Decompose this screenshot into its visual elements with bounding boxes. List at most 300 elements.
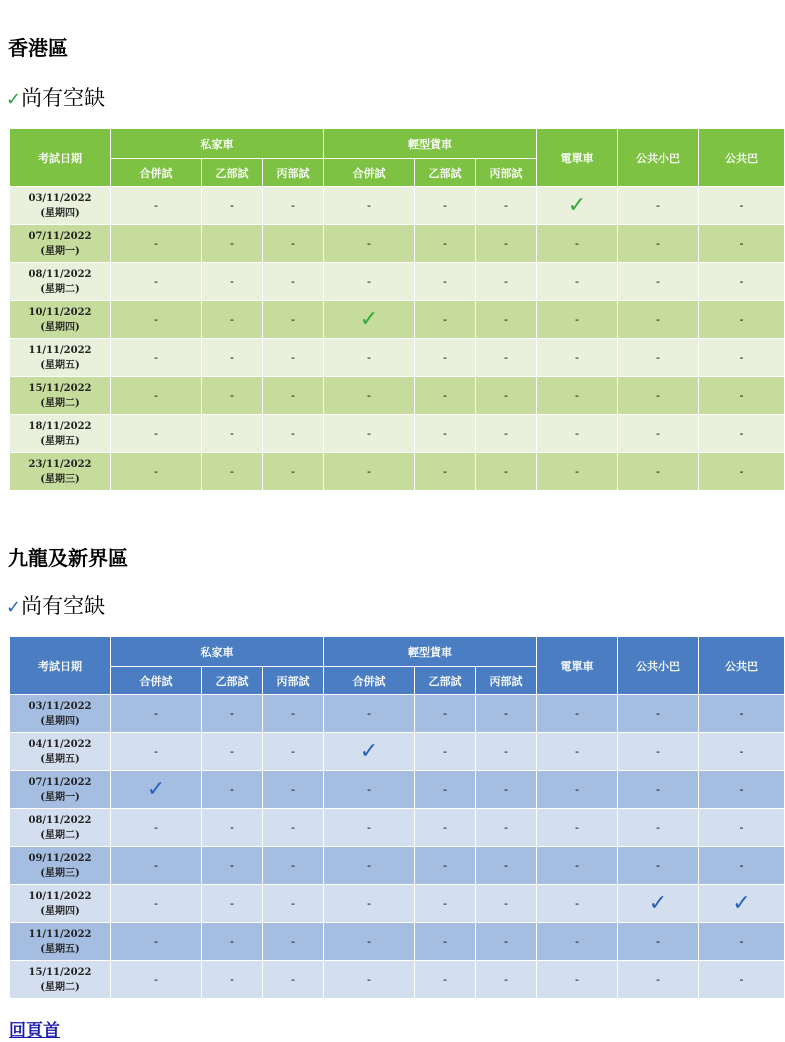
table-row <box>10 771 785 809</box>
unavailable-slot-cell <box>537 961 618 999</box>
no-slot-dash: - <box>656 465 660 478</box>
unavailable-slot-cell <box>699 225 785 263</box>
no-slot-dash: - <box>367 935 371 948</box>
exam-date: 04/11/2022 <box>28 738 92 750</box>
exam-date-cell <box>10 263 111 301</box>
unavailable-slot-cell <box>537 923 618 961</box>
header-exam-date: 考試日期 <box>10 637 111 695</box>
unavailable-slot-cell <box>699 415 785 453</box>
no-slot-dash: - <box>575 973 579 986</box>
table-body <box>10 695 785 999</box>
unavailable-slot-cell <box>263 923 324 961</box>
no-slot-dash: - <box>656 199 660 212</box>
no-slot-dash: - <box>443 897 447 910</box>
available-slot-cell <box>324 733 415 771</box>
no-slot-dash: - <box>367 199 371 212</box>
table-row <box>10 377 785 415</box>
no-slot-dash: - <box>575 427 579 440</box>
no-slot-dash: - <box>575 745 579 758</box>
no-slot-dash: - <box>367 465 371 478</box>
no-slot-dash: - <box>367 897 371 910</box>
unavailable-slot-cell <box>476 885 537 923</box>
no-slot-dash: - <box>656 935 660 948</box>
no-slot-dash: - <box>739 275 744 288</box>
unavailable-slot-cell <box>699 809 785 847</box>
unavailable-slot-cell <box>111 301 202 339</box>
unavailable-slot-cell <box>111 339 202 377</box>
exam-date: 09/11/2022 <box>28 852 92 864</box>
exam-date-cell <box>10 339 111 377</box>
no-slot-dash: - <box>443 783 447 796</box>
exam-date: 07/11/2022 <box>28 230 92 242</box>
unavailable-slot-cell <box>415 187 476 225</box>
no-slot-dash: - <box>291 351 295 364</box>
no-slot-dash: - <box>230 199 234 212</box>
exam-date: 03/11/2022 <box>28 700 92 712</box>
header-part-c-test: 丙部試 <box>263 159 324 187</box>
unavailable-slot-cell <box>202 733 263 771</box>
unavailable-slot-cell <box>415 225 476 263</box>
table-row <box>10 809 785 847</box>
no-slot-dash: - <box>443 389 447 402</box>
header-motorcycle: 電單車 <box>537 637 618 695</box>
no-slot-dash: - <box>443 935 447 948</box>
exam-date: 11/11/2022 <box>28 344 92 356</box>
availability-note <box>6 593 105 621</box>
no-slot-dash: - <box>504 465 508 478</box>
unavailable-slot-cell <box>415 695 476 733</box>
no-slot-dash: - <box>443 973 447 986</box>
header-part-b-test: 乙部試 <box>202 667 263 695</box>
exam-weekday: (星期二) <box>40 283 80 295</box>
exam-date: 03/11/2022 <box>28 192 92 204</box>
unavailable-slot-cell <box>537 847 618 885</box>
no-slot-dash: - <box>443 351 447 364</box>
unavailable-slot-cell <box>202 187 263 225</box>
unavailable-slot-cell <box>415 733 476 771</box>
exam-date: 15/11/2022 <box>28 966 92 978</box>
unavailable-slot-cell <box>537 263 618 301</box>
unavailable-slot-cell <box>111 695 202 733</box>
no-slot-dash: - <box>656 783 660 796</box>
header-part-b-test: 乙部試 <box>415 159 476 187</box>
unavailable-slot-cell <box>699 771 785 809</box>
exam-date-cell <box>10 809 111 847</box>
no-slot-dash: - <box>575 313 579 326</box>
unavailable-slot-cell <box>537 453 618 491</box>
no-slot-dash: - <box>504 783 508 796</box>
unavailable-slot-cell <box>324 453 415 491</box>
no-slot-dash: - <box>230 821 234 834</box>
unavailable-slot-cell <box>324 771 415 809</box>
no-slot-dash: - <box>443 275 447 288</box>
unavailable-slot-cell <box>537 809 618 847</box>
table-row <box>10 695 785 733</box>
unavailable-slot-cell <box>537 695 618 733</box>
unavailable-slot-cell <box>476 339 537 377</box>
no-slot-dash: - <box>291 897 295 910</box>
exam-weekday: (星期四) <box>40 905 80 917</box>
unavailable-slot-cell <box>111 885 202 923</box>
exam-date: 07/11/2022 <box>28 776 92 788</box>
no-slot-dash: - <box>367 389 371 402</box>
no-slot-dash: - <box>575 935 579 948</box>
unavailable-slot-cell <box>476 847 537 885</box>
no-slot-dash: - <box>443 707 447 720</box>
no-slot-dash: - <box>575 465 579 478</box>
table-row <box>10 961 785 999</box>
unavailable-slot-cell <box>476 923 537 961</box>
no-slot-dash: - <box>739 935 744 948</box>
no-slot-dash: - <box>504 707 508 720</box>
no-slot-dash: - <box>230 897 234 910</box>
unavailable-slot-cell <box>202 771 263 809</box>
no-slot-dash: - <box>656 707 660 720</box>
no-slot-dash: - <box>575 351 579 364</box>
available-slot-cell <box>537 187 618 225</box>
no-slot-dash: - <box>443 859 447 872</box>
unavailable-slot-cell <box>263 847 324 885</box>
table-row <box>10 885 785 923</box>
header-combined-test: 合併試 <box>111 667 202 695</box>
unavailable-slot-cell <box>415 809 476 847</box>
no-slot-dash: - <box>367 783 371 796</box>
no-slot-dash: - <box>154 707 158 720</box>
no-slot-dash: - <box>443 821 447 834</box>
unavailable-slot-cell <box>476 733 537 771</box>
unavailable-slot-cell <box>476 301 537 339</box>
no-slot-dash: - <box>291 973 295 986</box>
no-slot-dash: - <box>739 707 744 720</box>
unavailable-slot-cell <box>699 923 785 961</box>
header-public-light-bus: 公共小巴 <box>618 637 699 695</box>
no-slot-dash: - <box>291 465 295 478</box>
unavailable-slot-cell <box>111 847 202 885</box>
unavailable-slot-cell <box>324 695 415 733</box>
exam-weekday: (星期五) <box>40 943 80 955</box>
header-light-goods-vehicle: 輕型貨車 <box>324 129 537 159</box>
exam-date-cell <box>10 923 111 961</box>
unavailable-slot-cell <box>537 415 618 453</box>
exam-date: 10/11/2022 <box>28 306 92 318</box>
no-slot-dash: - <box>367 859 371 872</box>
unavailable-slot-cell <box>699 453 785 491</box>
unavailable-slot-cell <box>202 377 263 415</box>
no-slot-dash: - <box>154 389 158 402</box>
no-slot-dash: - <box>504 745 508 758</box>
header-part-b-test: 乙部試 <box>415 667 476 695</box>
unavailable-slot-cell <box>202 415 263 453</box>
no-slot-dash: - <box>504 313 508 326</box>
no-slot-dash: - <box>656 275 660 288</box>
exam-date-cell <box>10 771 111 809</box>
check-icon: ✓ <box>146 776 166 802</box>
unavailable-slot-cell <box>324 923 415 961</box>
table-body <box>10 187 785 491</box>
unavailable-slot-cell <box>415 771 476 809</box>
no-slot-dash: - <box>230 465 234 478</box>
unavailable-slot-cell <box>476 771 537 809</box>
no-slot-dash: - <box>504 973 508 986</box>
unavailable-slot-cell <box>324 339 415 377</box>
header-public-bus: 公共巴 <box>699 129 785 187</box>
no-slot-dash: - <box>230 351 234 364</box>
unavailable-slot-cell <box>263 225 324 263</box>
no-slot-dash: - <box>154 199 158 212</box>
no-slot-dash: - <box>656 313 660 326</box>
exam-date-cell <box>10 733 111 771</box>
unavailable-slot-cell <box>111 923 202 961</box>
exam-weekday: (星期二) <box>40 397 80 409</box>
no-slot-dash: - <box>656 237 660 250</box>
unavailable-slot-cell <box>476 225 537 263</box>
availability-label: 尚有空缺 <box>21 594 106 618</box>
no-slot-dash: - <box>154 935 158 948</box>
unavailable-slot-cell <box>415 415 476 453</box>
exam-date-cell <box>10 695 111 733</box>
unavailable-slot-cell <box>202 885 263 923</box>
unavailable-slot-cell <box>202 339 263 377</box>
no-slot-dash: - <box>739 859 744 872</box>
no-slot-dash: - <box>291 275 295 288</box>
unavailable-slot-cell <box>618 961 699 999</box>
unavailable-slot-cell <box>699 263 785 301</box>
unavailable-slot-cell <box>324 377 415 415</box>
exam-date-cell <box>10 377 111 415</box>
no-slot-dash: - <box>154 821 158 834</box>
exam-date: 08/11/2022 <box>28 268 92 280</box>
no-slot-dash: - <box>739 237 744 250</box>
exam-date: 18/11/2022 <box>28 420 92 432</box>
unavailable-slot-cell <box>415 885 476 923</box>
exam-date-cell <box>10 415 111 453</box>
unavailable-slot-cell <box>476 187 537 225</box>
no-slot-dash: - <box>367 427 371 440</box>
check-icon: ✓ <box>567 192 587 218</box>
unavailable-slot-cell <box>537 225 618 263</box>
unavailable-slot-cell <box>324 415 415 453</box>
header-motorcycle: 電單車 <box>537 129 618 187</box>
unavailable-slot-cell <box>111 263 202 301</box>
unavailable-slot-cell <box>476 377 537 415</box>
unavailable-slot-cell <box>618 301 699 339</box>
unavailable-slot-cell <box>618 733 699 771</box>
unavailable-slot-cell <box>537 301 618 339</box>
no-slot-dash: - <box>504 935 508 948</box>
no-slot-dash: - <box>739 821 744 834</box>
no-slot-dash: - <box>154 313 158 326</box>
unavailable-slot-cell <box>111 733 202 771</box>
exam-date: 23/11/2022 <box>28 458 92 470</box>
no-slot-dash: - <box>739 427 744 440</box>
back-to-top-link[interactable]: 回頁首 <box>9 1021 60 1041</box>
check-icon: ✓ <box>6 597 22 618</box>
header-part-c-test: 丙部試 <box>263 667 324 695</box>
unavailable-slot-cell <box>476 263 537 301</box>
no-slot-dash: - <box>367 973 371 986</box>
no-slot-dash: - <box>154 427 158 440</box>
unavailable-slot-cell <box>618 847 699 885</box>
no-slot-dash: - <box>443 745 447 758</box>
no-slot-dash: - <box>291 389 295 402</box>
header-exam-date: 考試日期 <box>10 129 111 187</box>
no-slot-dash: - <box>154 973 158 986</box>
no-slot-dash: - <box>291 707 295 720</box>
unavailable-slot-cell <box>324 961 415 999</box>
header-combined-test: 合併試 <box>324 667 415 695</box>
unavailable-slot-cell <box>537 733 618 771</box>
exam-weekday: (星期二) <box>40 829 80 841</box>
exam-date: 08/11/2022 <box>28 814 92 826</box>
table-row <box>10 187 785 225</box>
no-slot-dash: - <box>656 427 660 440</box>
no-slot-dash: - <box>367 237 371 250</box>
table-row <box>10 847 785 885</box>
no-slot-dash: - <box>443 199 447 212</box>
unavailable-slot-cell <box>415 847 476 885</box>
unavailable-slot-cell <box>537 885 618 923</box>
unavailable-slot-cell <box>537 339 618 377</box>
exam-date: 11/11/2022 <box>28 928 92 940</box>
exam-date-cell <box>10 847 111 885</box>
unavailable-slot-cell <box>263 301 324 339</box>
header-part-c-test: 丙部試 <box>476 159 537 187</box>
no-slot-dash: - <box>739 783 744 796</box>
unavailable-slot-cell <box>263 377 324 415</box>
no-slot-dash: - <box>291 745 295 758</box>
availability-note <box>6 85 105 113</box>
no-slot-dash: - <box>739 313 744 326</box>
exam-weekday: (星期四) <box>40 321 80 333</box>
no-slot-dash: - <box>230 859 234 872</box>
unavailable-slot-cell <box>618 453 699 491</box>
no-slot-dash: - <box>154 465 158 478</box>
exam-weekday: (星期一) <box>40 245 80 257</box>
header-private-car: 私家車 <box>111 129 324 159</box>
no-slot-dash: - <box>575 859 579 872</box>
no-slot-dash: - <box>504 351 508 364</box>
no-slot-dash: - <box>154 745 158 758</box>
no-slot-dash: - <box>739 973 744 986</box>
no-slot-dash: - <box>230 313 234 326</box>
exam-weekday: (星期五) <box>40 753 80 765</box>
no-slot-dash: - <box>443 427 447 440</box>
unavailable-slot-cell <box>415 453 476 491</box>
unavailable-slot-cell <box>202 961 263 999</box>
no-slot-dash: - <box>443 465 447 478</box>
no-slot-dash: - <box>656 745 660 758</box>
unavailable-slot-cell <box>476 961 537 999</box>
exam-date-cell <box>10 187 111 225</box>
no-slot-dash: - <box>575 897 579 910</box>
unavailable-slot-cell <box>263 733 324 771</box>
no-slot-dash: - <box>367 821 371 834</box>
no-slot-dash: - <box>739 745 744 758</box>
no-slot-dash: - <box>739 199 744 212</box>
unavailable-slot-cell <box>263 415 324 453</box>
unavailable-slot-cell <box>699 847 785 885</box>
unavailable-slot-cell <box>699 377 785 415</box>
header-public-light-bus: 公共小巴 <box>618 129 699 187</box>
no-slot-dash: - <box>443 313 447 326</box>
unavailable-slot-cell <box>324 847 415 885</box>
unavailable-slot-cell <box>699 339 785 377</box>
unavailable-slot-cell <box>202 923 263 961</box>
header-public-bus: 公共巴 <box>699 637 785 695</box>
unavailable-slot-cell <box>415 377 476 415</box>
exam-weekday: (星期三) <box>40 867 80 879</box>
no-slot-dash: - <box>367 275 371 288</box>
unavailable-slot-cell <box>415 923 476 961</box>
unavailable-slot-cell <box>111 415 202 453</box>
no-slot-dash: - <box>230 935 234 948</box>
no-slot-dash: - <box>656 389 660 402</box>
no-slot-dash: - <box>504 275 508 288</box>
availability-label: 尚有空缺 <box>21 86 106 110</box>
no-slot-dash: - <box>230 275 234 288</box>
table-row <box>10 453 785 491</box>
exam-weekday: (星期五) <box>40 359 80 371</box>
no-slot-dash: - <box>154 859 158 872</box>
no-slot-dash: - <box>504 199 508 212</box>
header-combined-test: 合併試 <box>324 159 415 187</box>
header-combined-test: 合併試 <box>111 159 202 187</box>
unavailable-slot-cell <box>263 809 324 847</box>
unavailable-slot-cell <box>415 961 476 999</box>
exam-weekday: (星期四) <box>40 207 80 219</box>
unavailable-slot-cell <box>324 809 415 847</box>
no-slot-dash: - <box>291 313 295 326</box>
unavailable-slot-cell <box>263 263 324 301</box>
unavailable-slot-cell <box>263 695 324 733</box>
no-slot-dash: - <box>367 707 371 720</box>
available-slot-cell <box>324 301 415 339</box>
exam-weekday: (星期五) <box>40 435 80 447</box>
exam-weekday: (星期三) <box>40 473 80 485</box>
table-row <box>10 923 785 961</box>
no-slot-dash: - <box>504 897 508 910</box>
no-slot-dash: - <box>504 821 508 834</box>
check-icon: ✓ <box>732 890 751 916</box>
no-slot-dash: - <box>230 745 234 758</box>
hk-timetable <box>9 128 759 485</box>
table-row <box>10 733 785 771</box>
unavailable-slot-cell <box>202 225 263 263</box>
unavailable-slot-cell <box>324 885 415 923</box>
no-slot-dash: - <box>291 199 295 212</box>
exam-date: 15/11/2022 <box>28 382 92 394</box>
header-private-car: 私家車 <box>111 637 324 667</box>
check-icon: ✓ <box>648 890 668 916</box>
unavailable-slot-cell <box>263 771 324 809</box>
unavailable-slot-cell <box>618 695 699 733</box>
exam-date-cell <box>10 301 111 339</box>
unavailable-slot-cell <box>618 225 699 263</box>
no-slot-dash: - <box>443 237 447 250</box>
no-slot-dash: - <box>291 859 295 872</box>
header-light-goods-vehicle: 輕型貨車 <box>324 637 537 667</box>
unavailable-slot-cell <box>324 187 415 225</box>
schedule-table <box>9 128 785 491</box>
table-row <box>10 415 785 453</box>
no-slot-dash: - <box>230 783 234 796</box>
unavailable-slot-cell <box>476 415 537 453</box>
no-slot-dash: - <box>154 237 158 250</box>
no-slot-dash: - <box>656 821 660 834</box>
unavailable-slot-cell <box>415 339 476 377</box>
unavailable-slot-cell <box>476 453 537 491</box>
exam-date-cell <box>10 961 111 999</box>
